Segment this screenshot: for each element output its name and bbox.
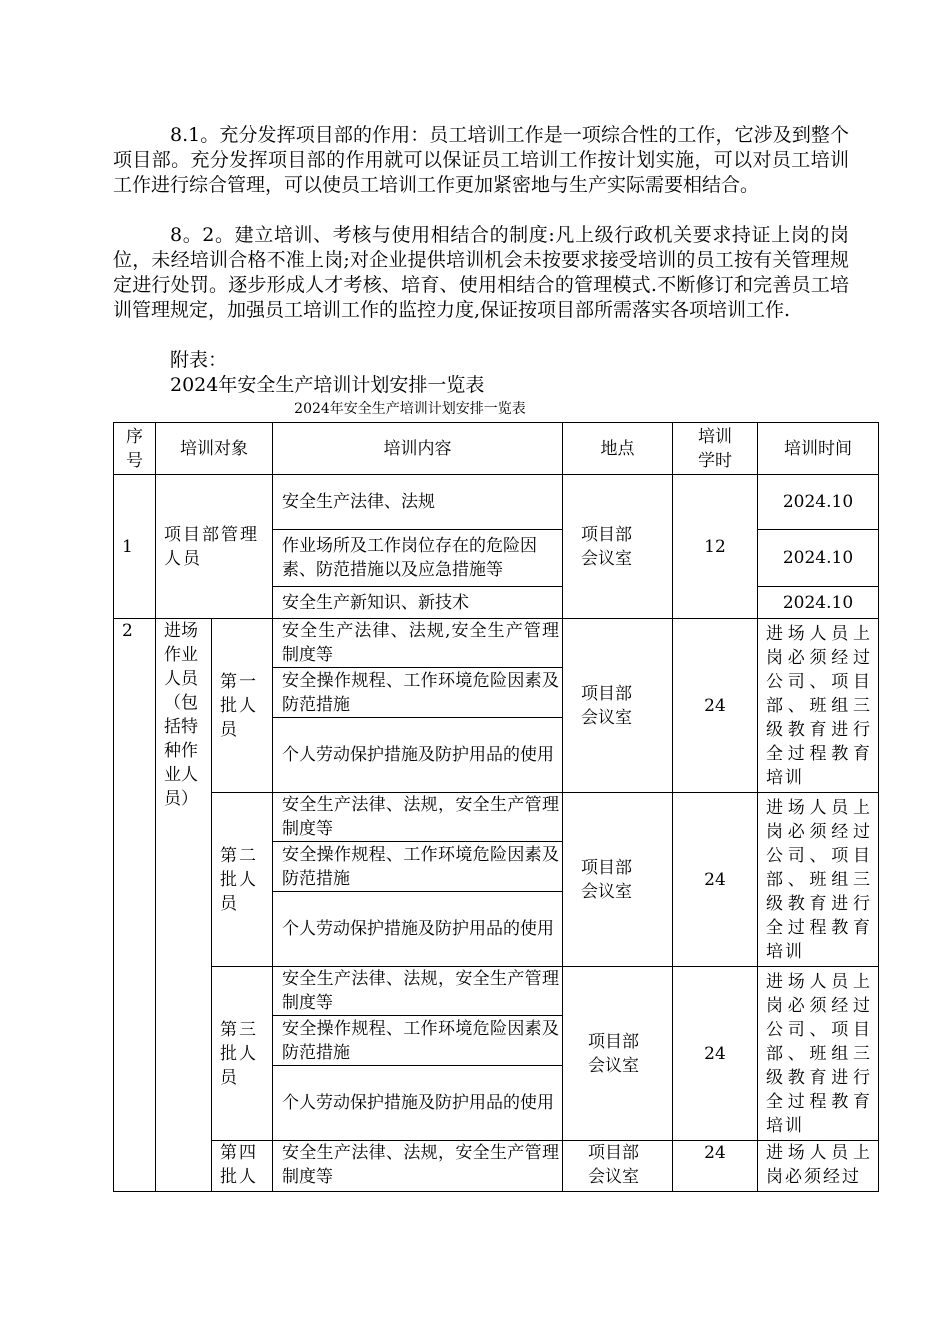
target-cell: 进场作业人员（包括特种作业人员） xyxy=(156,619,212,1192)
batch-cell: 第二批人员 xyxy=(212,793,273,967)
header-seq: 序号 xyxy=(114,423,156,475)
header-time: 培训时间 xyxy=(758,423,879,475)
table-row xyxy=(114,793,879,842)
time-cell: 进场人员上岗必须经过公司、项目部、班组三级教育进行全过程教育培训 xyxy=(758,619,879,793)
target-cell: 项目部管理人员 xyxy=(156,475,273,619)
seq-cell: 1 xyxy=(114,475,156,619)
table-row xyxy=(114,619,879,668)
time-cell: 进场人员上岗必须经过公司、项目部、班组三级教育进行全过程教育培训 xyxy=(758,793,879,967)
hours-cell: 24 xyxy=(673,967,758,1141)
content-cell: 个人劳动保护措施及防护用品的使用 xyxy=(273,892,563,967)
hours-cell: 24 xyxy=(673,1141,758,1192)
hours-cell: 12 xyxy=(673,475,758,619)
table-row xyxy=(114,967,879,1016)
batch-cell: 第四批人 xyxy=(212,1141,273,1192)
place-cell: 项目部会议室 xyxy=(563,967,673,1141)
table-row xyxy=(114,1141,879,1192)
header-hours: 培训学时 xyxy=(673,423,758,475)
table-row xyxy=(114,475,879,530)
place-cell: 项目部会议室 xyxy=(563,793,673,967)
place-cell: 项目部会议室 xyxy=(563,619,673,793)
content-cell: 安全生产法律、法规,安全生产管理制度等 xyxy=(273,619,563,668)
time-cell: 2024.10 xyxy=(758,587,879,619)
header-content: 培训内容 xyxy=(273,423,563,475)
batch-cell: 第一批人员 xyxy=(212,619,273,793)
table-caption: 2024年安全生产培训计划安排一览表 xyxy=(294,401,526,417)
time-cell: 2024.10 xyxy=(758,530,879,587)
content-cell: 安全生产法律、法规 xyxy=(273,475,563,530)
content-cell: 安全生产法律、法规，安全生产管理制度等 xyxy=(273,967,563,1016)
header-place: 地点 xyxy=(563,423,673,475)
header-target: 培训对象 xyxy=(156,423,273,475)
content-cell: 作业场所及工作岗位存在的危险因素、防范措施以及应急措施等 xyxy=(273,530,563,587)
content-cell: 个人劳动保护措施及防护用品的使用 xyxy=(273,1066,563,1141)
place-cell: 项目部会议室 xyxy=(563,1141,673,1192)
content-cell: 安全生产法律、法规，安全生产管理制度等 xyxy=(273,793,563,842)
content-cell: 安全操作规程、工作环境危险因素及防范措施 xyxy=(273,842,563,892)
content-cell: 安全生产法律、法规，安全生产管理制度等 xyxy=(273,1141,563,1192)
content-cell: 安全操作规程、工作环境危险因素及防范措施 xyxy=(273,1016,563,1066)
content-cell: 个人劳动保护措施及防护用品的使用 xyxy=(273,718,563,793)
paragraph-8-2: 8。2。建立培训、考核与使用相结合的制度:凡上级行政机关要求持证上岗的岗位，未经培训合格不准上岗;对企业提供培训机会未按要求接受培训的员工按有关管理规定进行处罚。逐步形成人才考核、培育、使用相结合的管理模式.不断修订和完善员工培训管理规定，加强员工培训工作的监控力度,保证按项目部所需落实各项培训工作. xyxy=(113,224,849,321)
batch-cell: 第三批人员 xyxy=(212,967,273,1141)
time-cell: 进场人员上岗必须经过 xyxy=(758,1141,879,1192)
hours-cell: 24 xyxy=(673,619,758,793)
table-header-row xyxy=(114,423,879,475)
place-cell: 项目部会议室 xyxy=(563,475,673,619)
seq-cell: 2 xyxy=(114,619,156,1192)
hours-cell: 24 xyxy=(673,793,758,967)
appendix-title: 2024年安全生产培训计划安排一览表 xyxy=(170,374,485,396)
paragraph-8-1: 8.1。充分发挥项目部的作用：员工培训工作是一项综合性的工作，它涉及到整个项目部。充分发挥项目部的作用就可以保证员工培训工作按计划实施，可以对员工培训工作进行综合管理，可以使员工培训工作更加紧密地与生产实际需要相结合。 xyxy=(113,124,849,196)
time-cell: 2024.10 xyxy=(758,475,879,530)
content-cell: 安全生产新知识、新技术 xyxy=(273,587,563,619)
content-cell: 安全操作规程、工作环境危险因素及防范措施 xyxy=(273,668,563,718)
time-cell: 进场人员上岗必须经过公司、项目部、班组三级教育进行全过程教育培训 xyxy=(758,967,879,1141)
appendix-label: 附表： xyxy=(170,349,228,371)
training-plan-table xyxy=(113,422,879,1192)
